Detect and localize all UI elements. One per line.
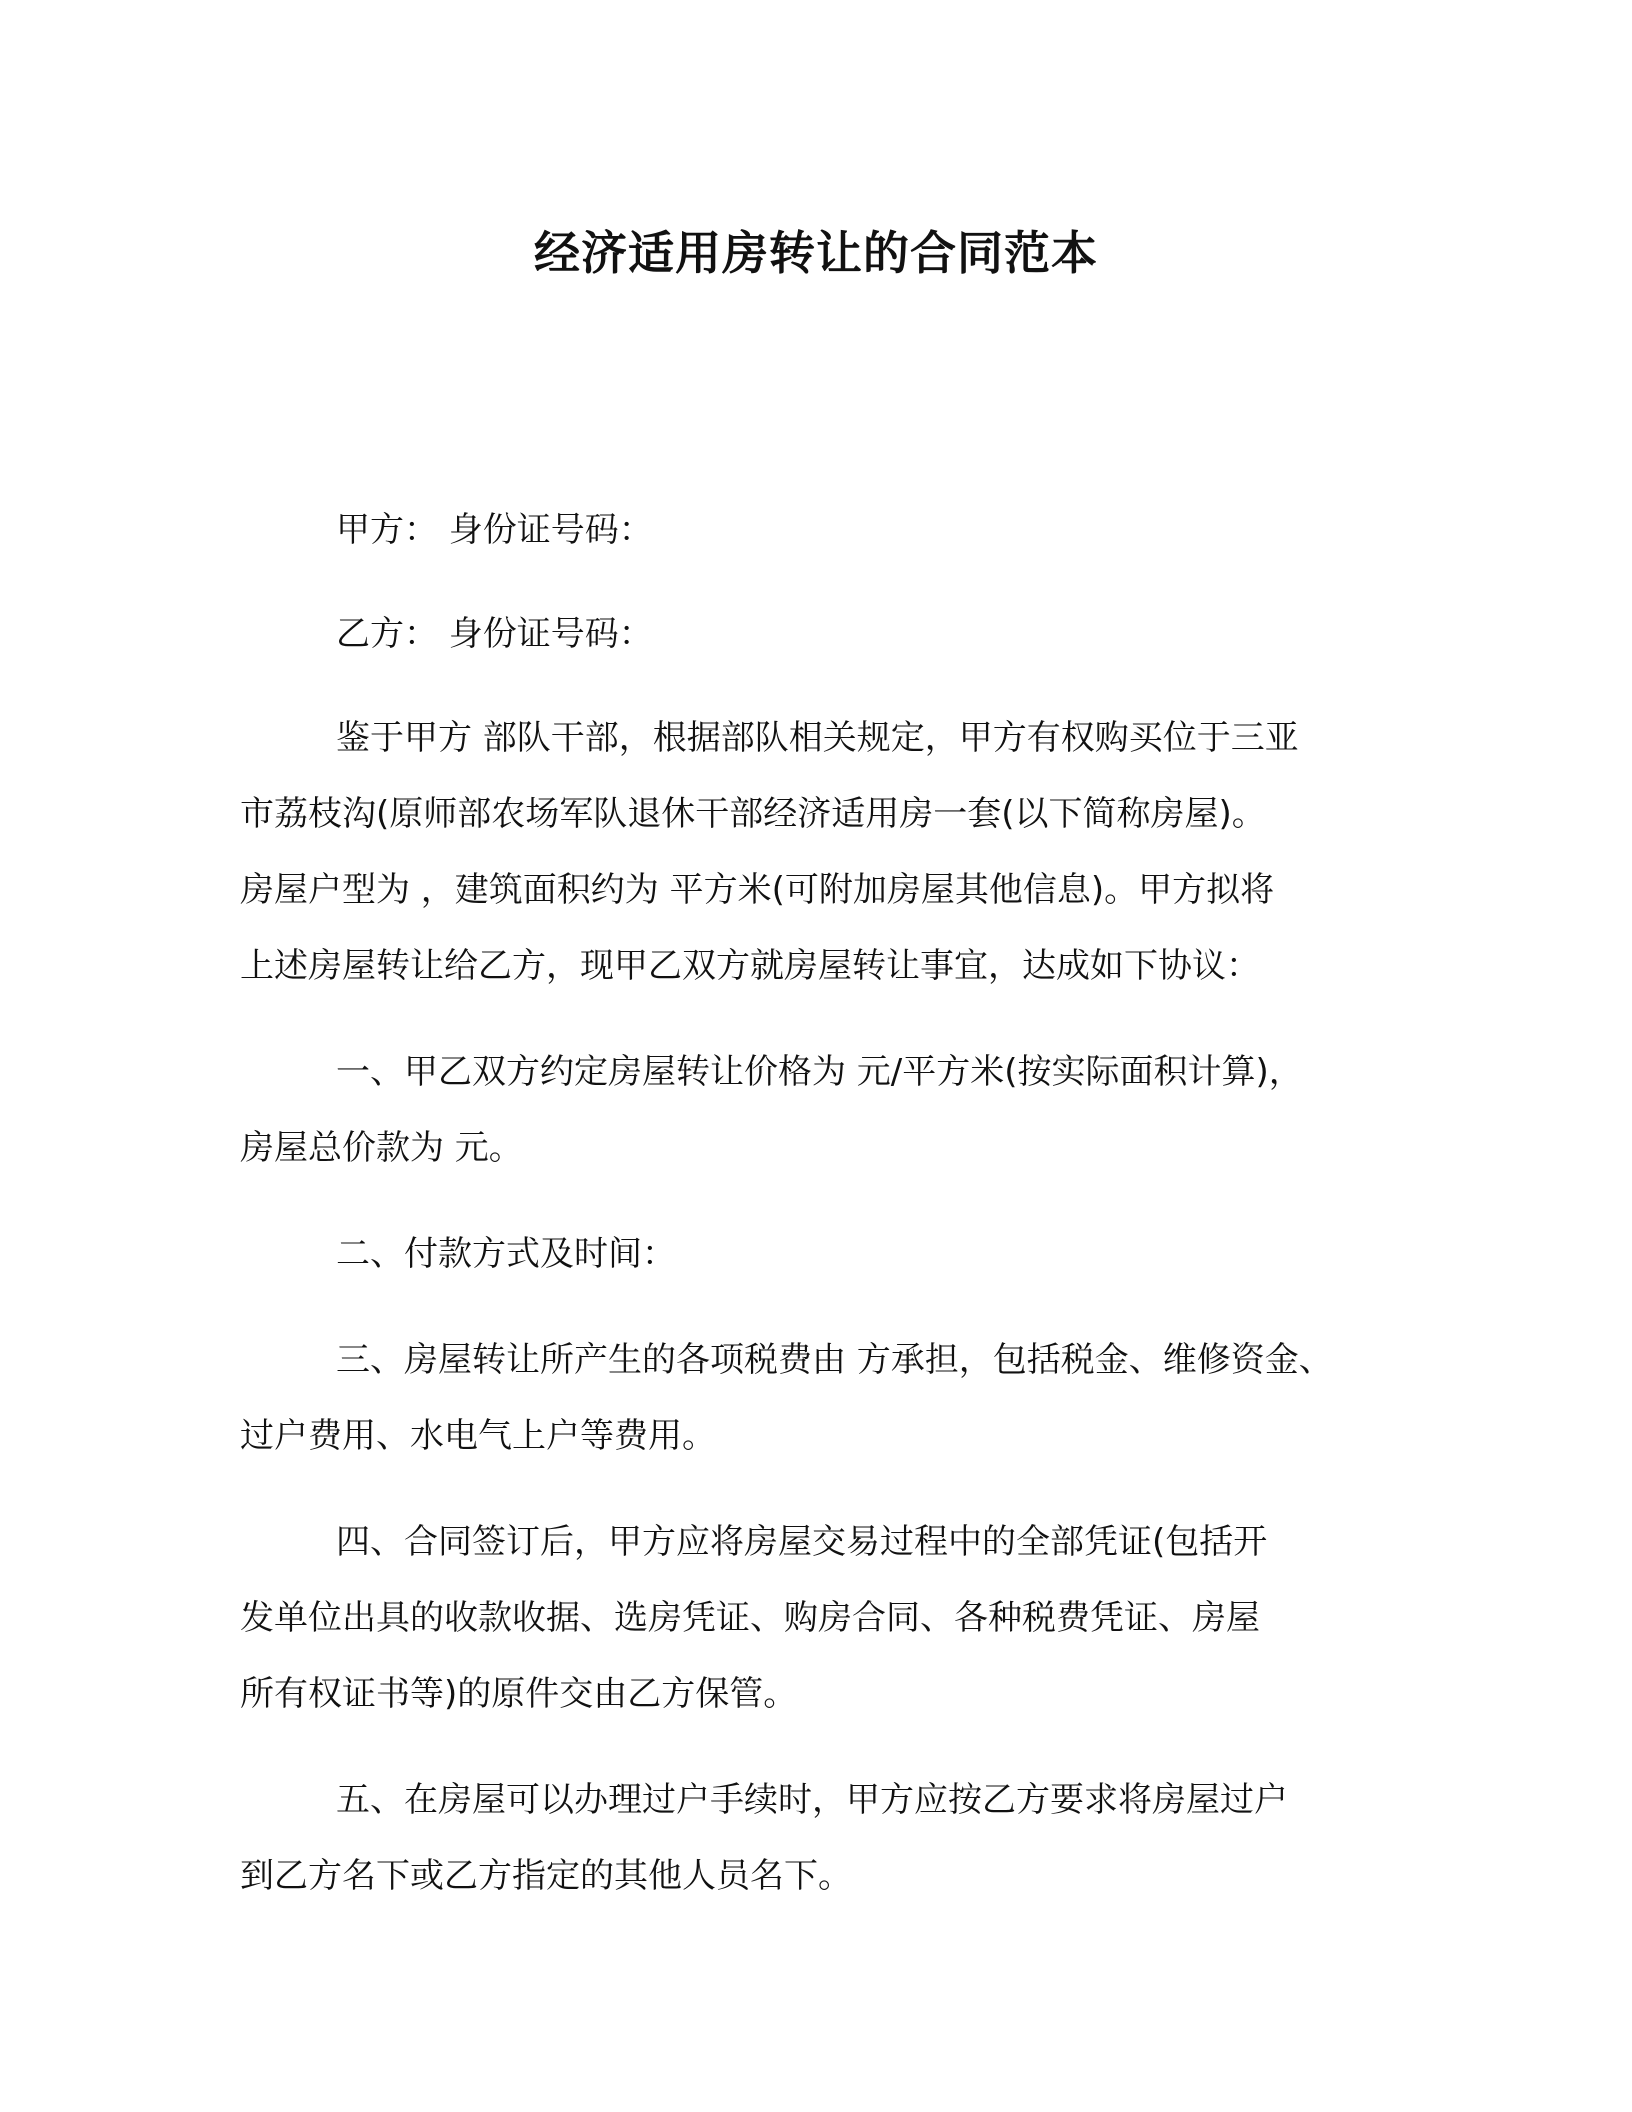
paragraph-line: 到乙方名下或乙方指定的其他人员名下。 [240,1856,852,1896]
preamble-paragraph [240,700,1420,1004]
clause-5 [240,1762,1420,1914]
paragraph-line: 三、房屋转让所产生的各项税费由 方承担，包括税金、维修资金、 [336,1340,1333,1380]
paragraph-line: 五、在房屋可以办理过户手续时，甲方应按乙方要求将房屋过户 [336,1780,1288,1820]
party-a-line: 甲方： 身份证号码： [336,510,653,550]
document-body [240,492,1420,1914]
paragraph-line: 上述房屋转让给乙方，现甲乙双方就房屋转让事宜，达成如下协议： [240,946,1260,986]
paragraph-line: 市荔枝沟(原师部农场军队退休干部经济适用房一套(以下简称房屋)。 [240,794,1266,834]
paragraph-line: 房屋总价款为 元。 [240,1128,523,1168]
paragraph-line: 房屋户型为 ，建筑面积约为 平方米(可附加房屋其他信息)。甲方拟将 [240,870,1275,910]
paragraph-line: 过户费用、水电气上户等费用。 [240,1416,716,1456]
clause-3 [240,1322,1420,1474]
clause-1 [240,1034,1420,1186]
paragraph-line: 发单位出具的收款收据、选房凭证、购房合同、各种税费凭证、房屋 [240,1598,1260,1638]
document-title: 经济适用房转让的合同范本 [534,226,1098,280]
paragraph-line: 二、付款方式及时间： [336,1234,676,1274]
clause-4 [240,1504,1420,1732]
paragraph-line: 四、合同签订后，甲方应将房屋交易过程中的全部凭证(包括开 [336,1522,1268,1562]
party-b-line: 乙方： 身份证号码： [336,614,653,654]
paragraph-line: 所有权证书等)的原件交由乙方保管。 [240,1674,798,1714]
paragraph-line: 一、甲乙双方约定房屋转让价格为 元/平方米(按实际面积计算)， [336,1052,1303,1092]
paragraph-line: 鉴于甲方 部队干部，根据部队相关规定，甲方有权购买位于三亚 [336,718,1299,758]
clause-2 [240,1216,1420,1292]
